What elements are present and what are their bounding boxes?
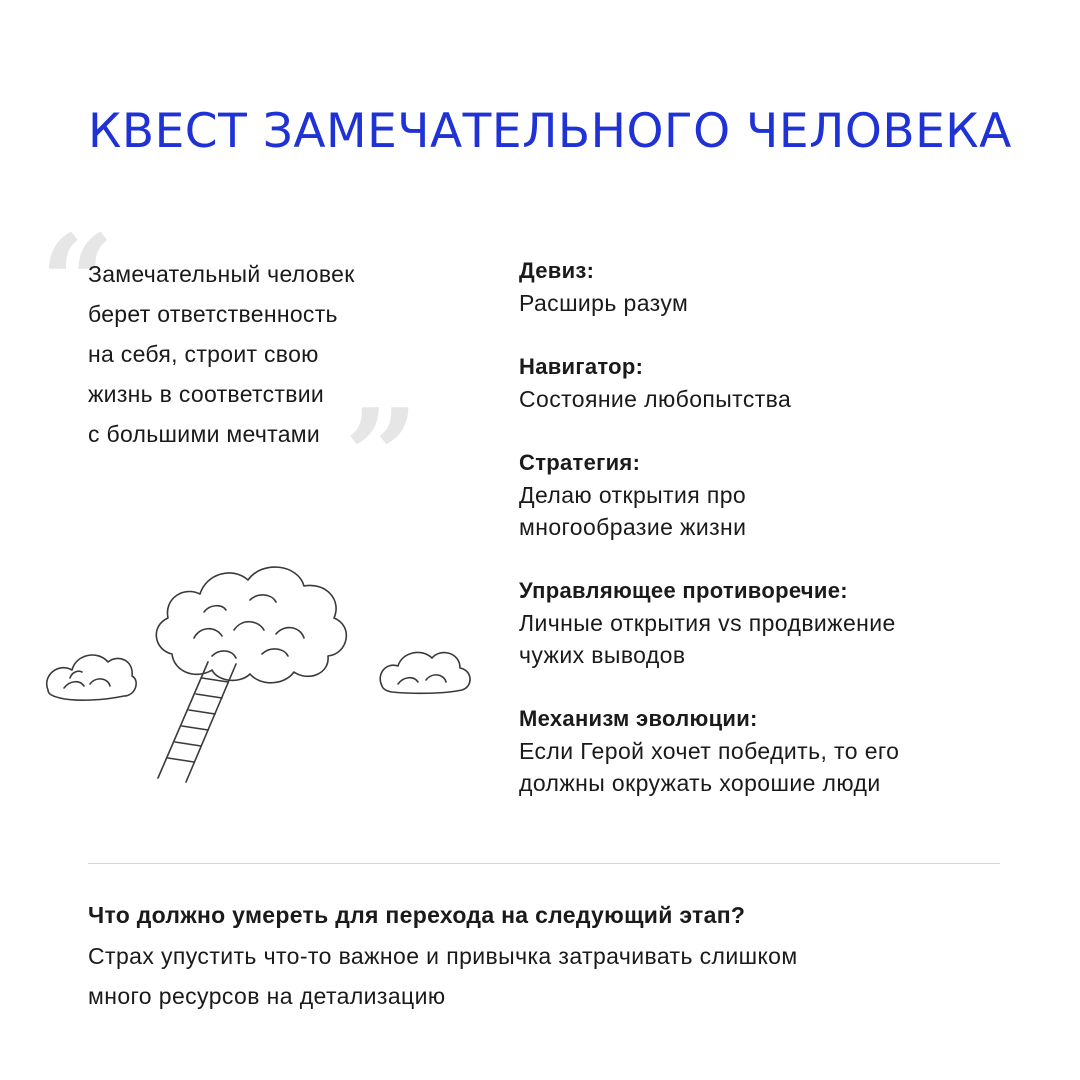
footer-question: Что должно умереть для перехода на следующий этап? xyxy=(88,902,746,928)
quality-value-line: Расширь разум xyxy=(519,290,689,316)
quality-value xyxy=(519,479,999,543)
quality-value-line: Делаю открытия про xyxy=(519,482,747,508)
quality-value xyxy=(519,383,999,415)
quality-value xyxy=(519,735,999,799)
quality-contradiction xyxy=(519,575,999,671)
quote-line: на себя, строит свою xyxy=(88,341,319,367)
quality-label: Стратегия: xyxy=(519,450,641,475)
footer-answer xyxy=(88,936,1008,1016)
qualities-list xyxy=(519,255,999,831)
quality-value-line: чужих выводов xyxy=(519,642,686,668)
close-quote-icon: ” xyxy=(344,380,419,533)
quality-value-line: Личные открытия vs продвижение xyxy=(519,610,896,636)
quality-navigator xyxy=(519,351,999,415)
quality-label: Навигатор: xyxy=(519,354,644,379)
page-title: КВЕСТ ЗАМЕЧАТЕЛЬНОГО ЧЕЛОВЕКА xyxy=(88,104,1012,159)
footer-answer-line: Страх упустить что-то важное и привычка затрачивать слишком xyxy=(88,943,798,969)
open-quote-icon: “ xyxy=(40,206,115,359)
quality-value-line: многообразие жизни xyxy=(519,514,747,540)
cloud-ladder-sketch-icon xyxy=(36,550,486,790)
quality-evolution xyxy=(519,703,999,799)
quote-block xyxy=(88,254,428,454)
quality-strategy xyxy=(519,447,999,543)
quality-value xyxy=(519,287,999,319)
quality-label: Девиз: xyxy=(519,258,595,283)
footer-answer-line: много ресурсов на детализацию xyxy=(88,983,446,1009)
divider xyxy=(88,863,1000,864)
quote-line: Замечательный человек xyxy=(88,261,355,287)
quality-value-line: Если Герой хочет победить, то его xyxy=(519,738,900,764)
quality-value-line: должны окружать хорошие люди xyxy=(519,770,881,796)
quality-motto xyxy=(519,255,999,319)
quote-line: берет ответственность xyxy=(88,301,338,327)
quality-label: Управляющее противоречие: xyxy=(519,578,848,603)
quote-line: с большими мечтами xyxy=(88,421,321,447)
quality-value-line: Состояние любопытства xyxy=(519,386,792,412)
quality-value xyxy=(519,607,999,671)
quote-line: жизнь в соответствии xyxy=(88,381,325,407)
quality-label: Механизм эволюции: xyxy=(519,706,758,731)
